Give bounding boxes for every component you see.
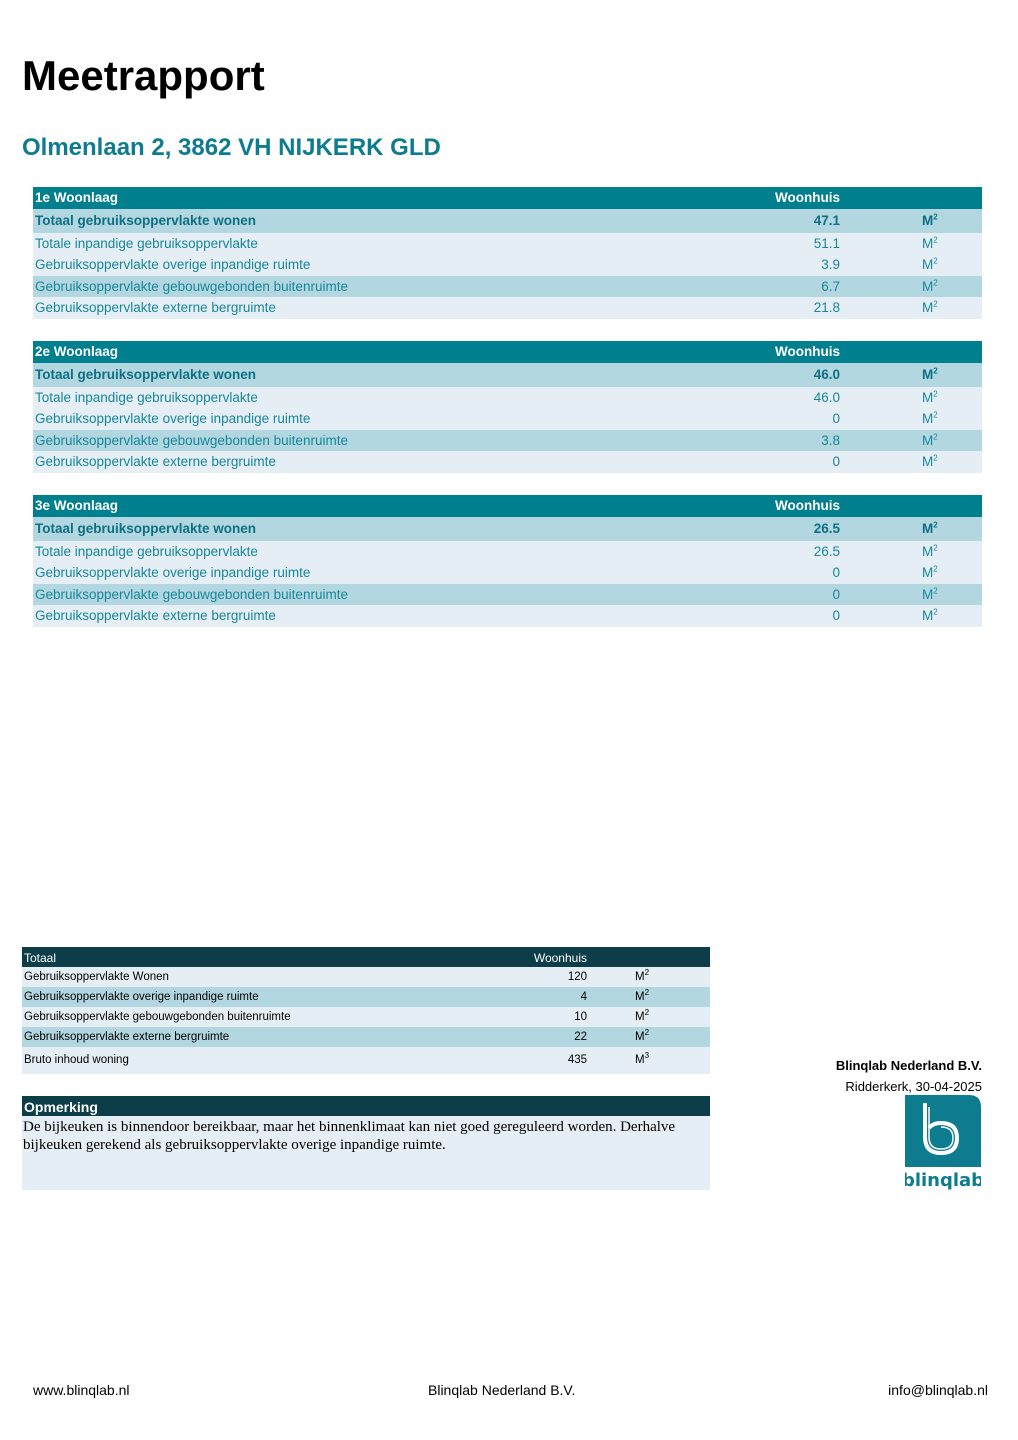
summary-table-header	[22, 947, 710, 967]
row-unit: $M^2$	[922, 256, 938, 273]
row-label: Gebruiksoppervlakte externe bergruimte	[35, 300, 276, 316]
row-unit: $M^2$	[922, 586, 938, 602]
table-row	[22, 987, 710, 1007]
floor-table-header	[33, 495, 982, 517]
row-label: Gebruiksoppervlakte externe bergruimte	[24, 1031, 230, 1043]
row-unit: $M^2$	[922, 410, 938, 427]
blinqlab-logo	[905, 1095, 981, 1191]
page-title: Meetrapport	[22, 52, 265, 99]
row-value: 3.9	[821, 257, 840, 273]
column-header: Woonhuis	[775, 190, 840, 205]
table-row	[33, 276, 982, 298]
table-row	[33, 451, 982, 473]
floor-table-header	[33, 341, 982, 363]
summary-title: Totaal	[24, 951, 57, 965]
row-unit: $M^2$	[922, 389, 938, 405]
row-label: Totale inpandige gebruiksoppervlakte	[35, 235, 258, 251]
row-unit: $M^2$	[635, 988, 650, 1003]
row-unit: $M^2$	[922, 453, 938, 470]
summary-table	[22, 947, 710, 1074]
remark-title: Opmerking	[22, 1096, 710, 1116]
footer-website[interactable]: www.blinqlab.nl	[33, 1382, 130, 1398]
row-unit: $M^3$	[635, 1051, 650, 1066]
svg-text:blinqlab: blinqlab	[905, 1170, 981, 1191]
footer-company: Blinqlab Nederland B.V.	[428, 1382, 576, 1398]
row-unit: $M^2$	[922, 607, 938, 624]
footer-email[interactable]: info@blinqlab.nl	[888, 1382, 988, 1398]
remark-text: De bijkeuken is binnendoor bereikbaar, maar het binnenklimaat kan niet goed gereguleerd worden. Derhalve bijkeuken gerekend als gebruiksoppervlakte overige inpandige ruimte.	[23, 1119, 676, 1153]
table-row	[22, 1007, 710, 1027]
row-label: Gebruiksoppervlakte overige inpandige ruimte	[35, 565, 311, 581]
row-value: 6.7	[821, 278, 840, 294]
company-block	[836, 1058, 982, 1094]
table-row	[22, 1047, 710, 1074]
table-row	[33, 233, 982, 255]
row-unit: $M^2$	[635, 968, 650, 983]
table-row	[22, 1027, 710, 1047]
row-value: 22	[574, 1031, 587, 1043]
place-date: Ridderkerk, 30-04-2025	[845, 1079, 982, 1094]
row-value: 0	[832, 565, 840, 581]
row-label: Gebruiksoppervlakte overige inpandige ruimte	[24, 991, 259, 1003]
row-unit: $M^2$	[922, 432, 938, 448]
row-value: 0	[832, 608, 840, 624]
column-header: Woonhuis	[533, 951, 587, 965]
row-value: 46.0	[813, 389, 840, 405]
row-label: Gebruiksoppervlakte overige inpandige ruimte	[35, 411, 311, 427]
table-row	[33, 387, 982, 409]
row-label: Gebruiksoppervlakte gebouwgebonden buitenruimte	[35, 432, 348, 448]
logo-icon	[905, 1095, 981, 1191]
row-value: 0	[832, 454, 840, 470]
property-address: Olmenlaan 2, 3862 VH NIJKERK GLD	[22, 134, 441, 161]
row-value: 51.1	[813, 235, 840, 251]
row-label: Totaal gebruiksoppervlakte wonen	[35, 212, 257, 228]
table-row	[33, 562, 982, 584]
row-value: 47.1	[813, 212, 840, 228]
row-value: 46.0	[813, 366, 840, 382]
table-row	[33, 605, 982, 627]
table-row	[33, 430, 982, 452]
column-header: Woonhuis	[775, 344, 840, 359]
row-value: 21.8	[813, 300, 840, 316]
floor-table-header	[33, 187, 982, 209]
floor-table-2	[33, 341, 982, 473]
row-label: Gebruiksoppervlakte overige inpandige ruimte	[35, 257, 311, 273]
row-label: Totale inpandige gebruiksoppervlakte	[35, 389, 258, 405]
table-row	[33, 584, 982, 606]
row-unit: $M^2$	[922, 235, 938, 251]
row-value: 4	[580, 991, 587, 1003]
row-unit: $M^2$	[922, 564, 938, 581]
row-unit: $M^2$	[635, 1008, 650, 1023]
table-row	[33, 297, 982, 319]
table-row-total	[33, 517, 982, 541]
row-unit: $M^2$	[922, 299, 938, 316]
floor-table-3	[33, 495, 982, 627]
row-label: Totaal gebruiksoppervlakte wonen	[35, 366, 257, 382]
row-value: 3.8	[821, 432, 840, 448]
row-value: 0	[832, 411, 840, 427]
column-header: Woonhuis	[775, 498, 840, 513]
row-label: Bruto inhoud woning	[24, 1054, 129, 1066]
row-label: Totaal gebruiksoppervlakte wonen	[35, 520, 257, 536]
floor-name: 1e Woonlaag	[35, 190, 119, 205]
row-unit: $M^2$	[635, 1028, 650, 1043]
row-unit: $M^2$	[922, 212, 938, 228]
row-label: Gebruiksoppervlakte Wonen	[24, 971, 169, 983]
row-value: 0	[832, 586, 840, 602]
row-label: Gebruiksoppervlakte gebouwgebonden buitenruimte	[35, 586, 348, 602]
floor-name: 2e Woonlaag	[35, 344, 119, 359]
row-unit: $M^2$	[922, 520, 938, 536]
row-value: 10	[574, 1011, 587, 1023]
table-row	[22, 967, 710, 987]
floor-table-1	[33, 187, 982, 319]
row-label: Gebruiksoppervlakte externe bergruimte	[35, 454, 276, 470]
floor-name: 3e Woonlaag	[35, 498, 119, 513]
remark-box	[22, 1096, 710, 1190]
company-name: Blinqlab Nederland B.V.	[835, 1058, 982, 1073]
row-value: 435	[567, 1054, 587, 1066]
row-label: Totale inpandige gebruiksoppervlakte	[35, 543, 258, 559]
row-value: 26.5	[813, 520, 840, 536]
row-unit: $M^2$	[922, 366, 938, 382]
row-value: 120	[567, 971, 587, 983]
table-row-total	[33, 209, 982, 233]
table-row	[33, 408, 982, 430]
table-row	[33, 254, 982, 276]
row-label: Gebruiksoppervlakte gebouwgebonden buitenruimte	[24, 1011, 291, 1023]
row-label: Gebruiksoppervlakte gebouwgebonden buitenruimte	[35, 278, 348, 294]
row-unit: $M^2$	[922, 278, 938, 294]
table-row	[33, 541, 982, 563]
row-unit: $M^2$	[922, 543, 938, 559]
table-row-total	[33, 363, 982, 387]
row-value: 26.5	[813, 543, 840, 559]
row-label: Gebruiksoppervlakte externe bergruimte	[35, 608, 276, 624]
